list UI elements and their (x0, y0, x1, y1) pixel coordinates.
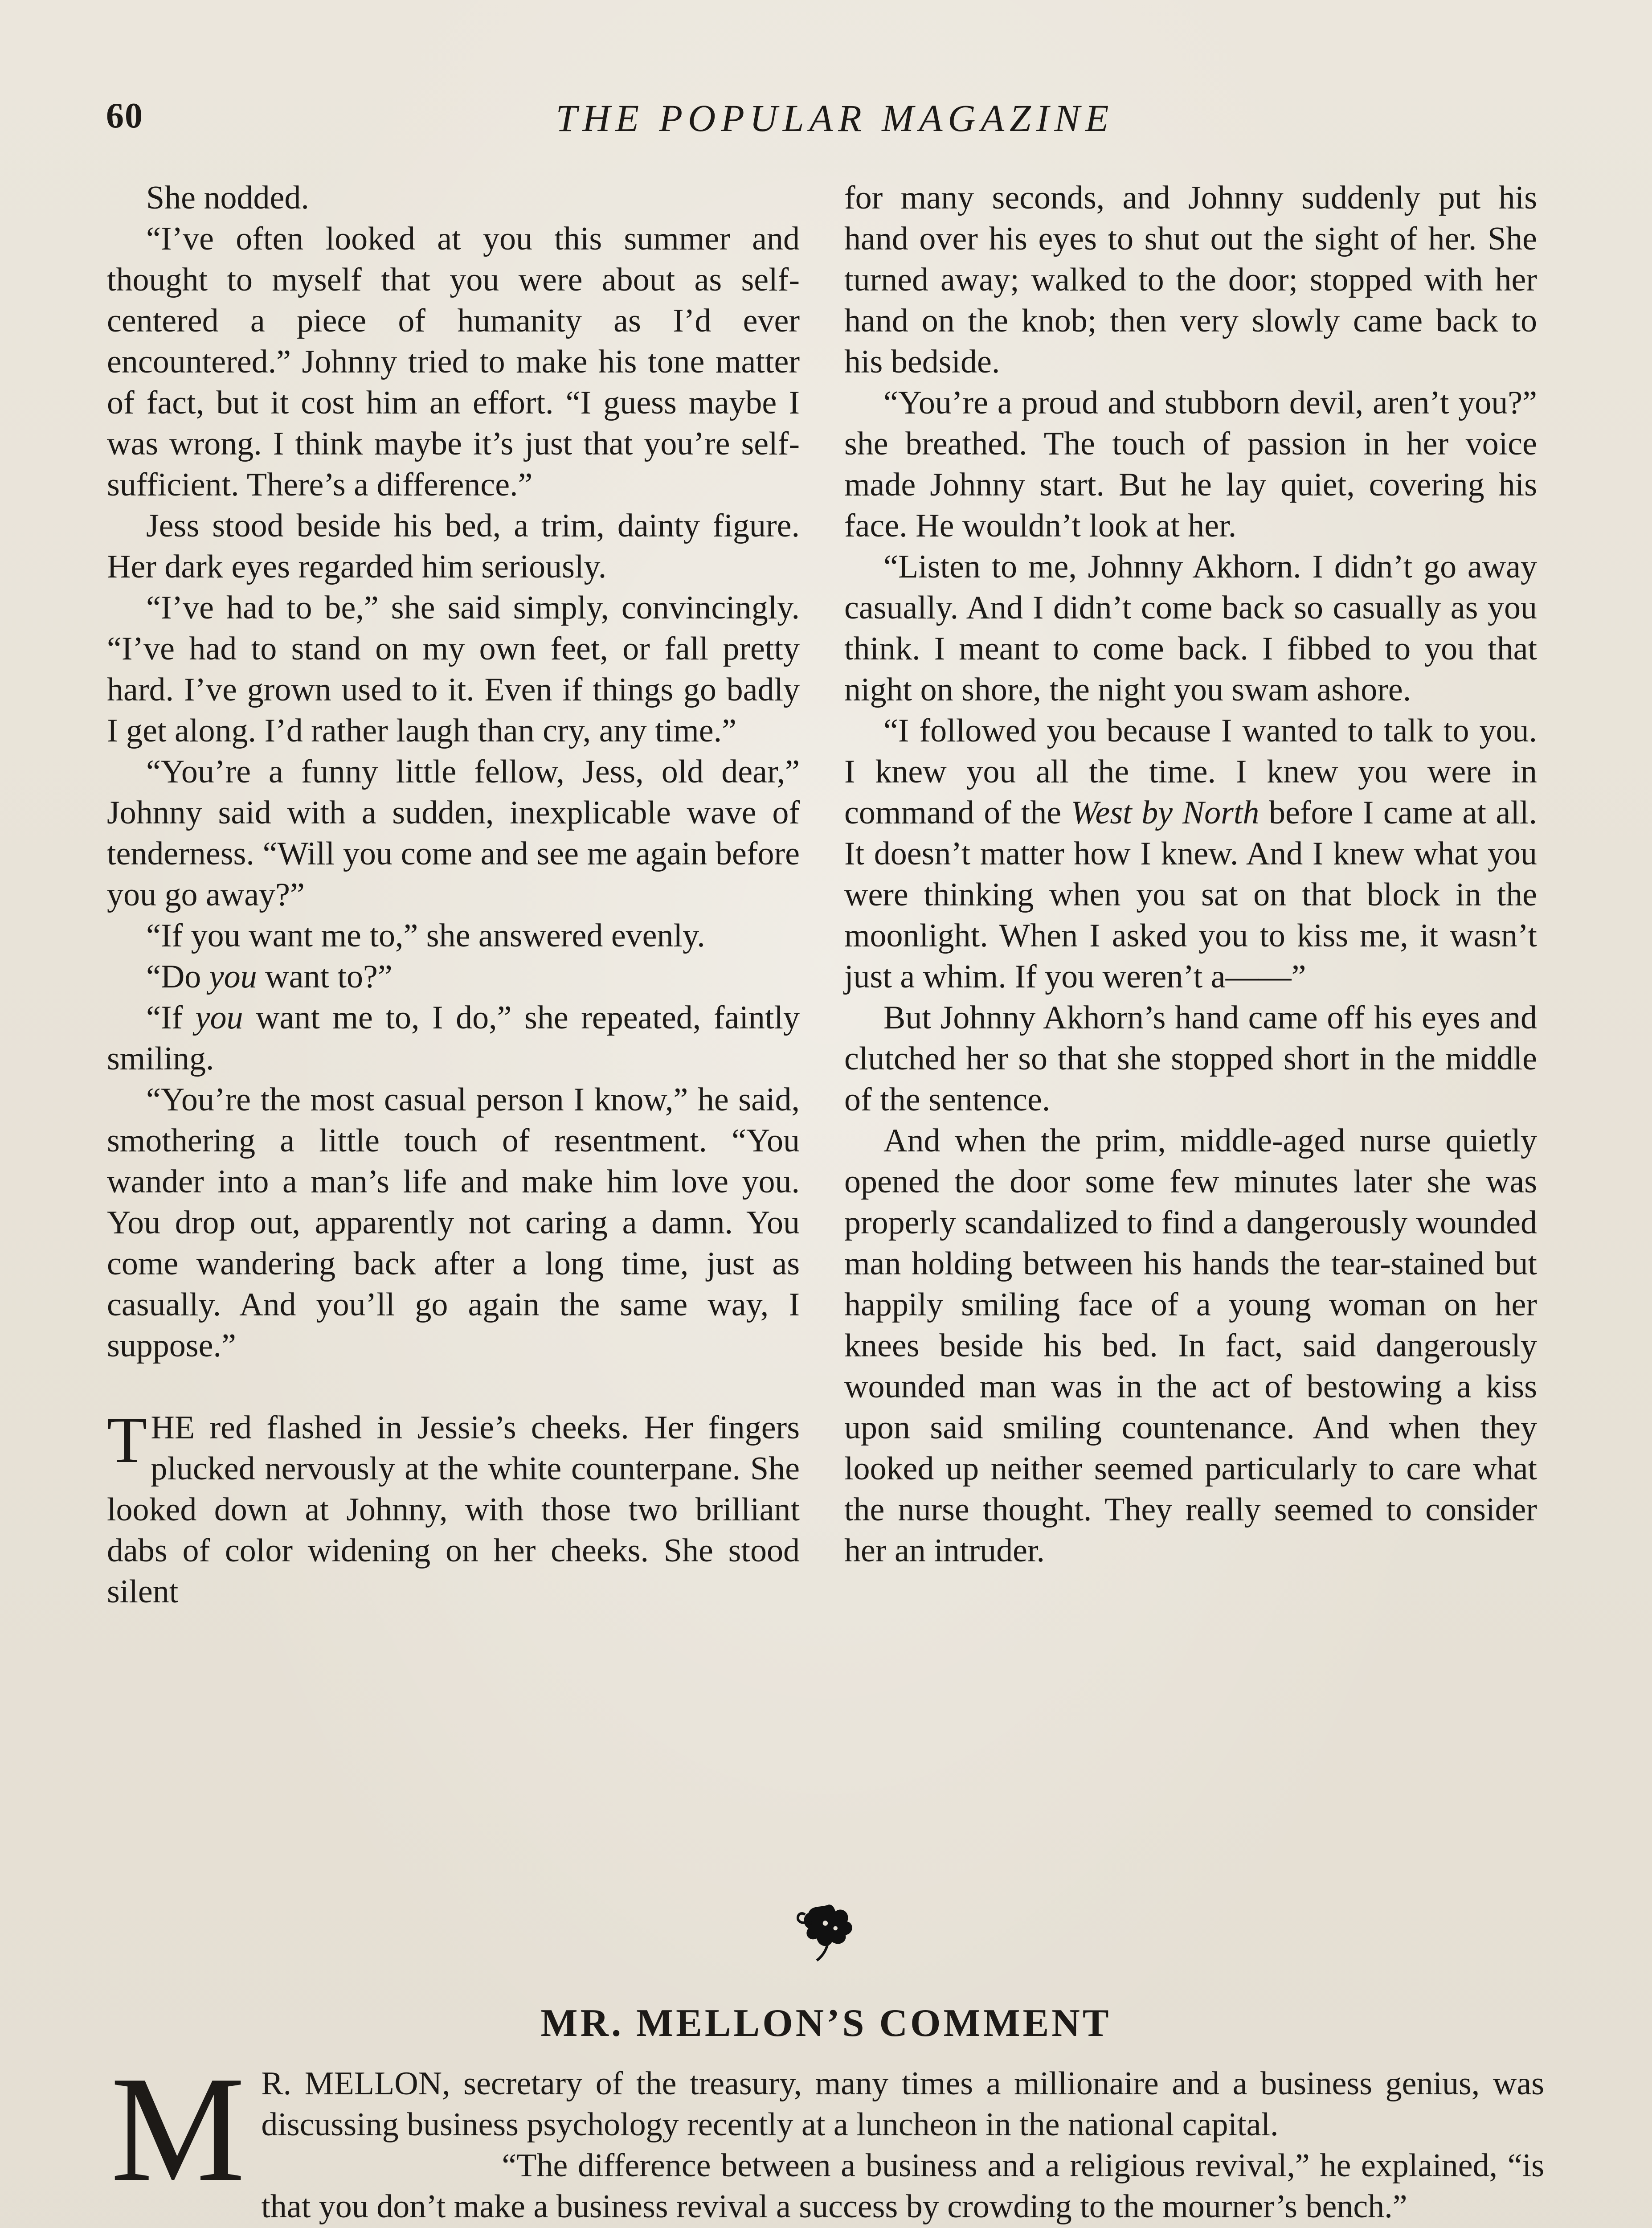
paragraph: “If you want me to,” she answered evenly. (146, 917, 705, 954)
paragraph: “I followed you because I wanted to talk to you. I knew you all the time. I knew you were in command of the West by North before I came at all. It doesn’t matter how I knew. And I knew what you were thinking when you sat on that block in the moonlight. When I asked you to kiss me, it wasn’t just a whim. If you weren’t a——” (844, 713, 1537, 995)
paragraph: “You’re the most casual person I know,” he said, smothering a little touch of resentment. “You wander into a man’s life and make him love you. You drop out, apparently not caring a damn. You come wandering back after a long time, just as casually. And you’ll go again the same way, I suppose.” (107, 1081, 800, 1364)
running-head: THE POPULAR MAGAZINE (556, 97, 1114, 139)
paragraph: for many seconds, and Johnny suddenly put his hand over his eyes to shut out the sight of her. She turned away; walked to the door; stopped with her hand on the knob; then very slowly came back to his bedside. (844, 180, 1537, 380)
paragraph: “I’ve often looked at you this summer and thought to myself that you were about as self-centered a piece of humanity as I’d ever encountered.” Johnny tried to make his tone matter of fact, but it cost him an effort. “I guess maybe I was wrong. I think maybe it’s just that you’re self-sufficient. There’s a difference.” (107, 221, 800, 503)
section-break (107, 1366, 800, 1407)
page-number: 60 (106, 96, 143, 135)
left-column (107, 177, 800, 1612)
paragraph: “I’ve had to be,” she said simply, convincingly. “I’ve had to stand on my own feet, or fall pretty hard. I’ve grown used to it. Even if things go badly I get along. I’d rather laugh than cry, any time.” (107, 590, 800, 749)
paragraph: “You’re a proud and stubborn devil, aren’t you?” she breathed. The touch of passion in her voice made Johnny start. But he lay quiet, covering his face. He wouldn’t look at her. (844, 385, 1537, 544)
right-column (844, 177, 1537, 1571)
section-opening-paragraph: THE red flashed in Jessie’s cheeks. Her fingers plucked nervously at the white counterpane. She looked down at Johnny, with those two brilliant dabs of color widening on her cheeks. She stood silent (107, 1404, 800, 1610)
paragraph: “Do you want to?” (146, 958, 393, 995)
paragraph: “Listen to me, Johnny Akhorn. I didn’t go away casually. And I didn’t come back so casually as you think. I meant to come back. I fibbed to you that night on shore, the night you swam ashore. (844, 549, 1537, 708)
leaf-ornament-icon (786, 1889, 871, 1974)
article-quote: “The difference between a business and a religious revival,” he explained, “is that you don’t make a business revival a success by crowding to the mourner’s bench.” (261, 2147, 1544, 2225)
paragraph: She nodded. (146, 180, 309, 216)
paragraph: “If you want me to, I do,” she repeated, faintly smiling. (107, 999, 800, 1077)
paragraph: And when the prim, middle-aged nurse quietly opened the door some few minutes later she was properly scandalized to find a dangerously wounded man holding between his hands the tear-stained but happily smiling face of a young woman on her knees beside his bed. In fact, said dangerously wounded man was in the act of bestowing a kiss upon said smiling countenance. And when they looked up neither seemed particularly to care what the nurse thought. They really seemed to consider her an intruder. (844, 1122, 1537, 1569)
paragraph: But Johnny Akhorn’s hand came off his eyes and clutched her so that she stopped short in the middle of the sentence. (844, 999, 1537, 1118)
article-lead: M R. MELLON, secretary of the treasury, many times a millionaire and a business genius, was discussing business psychology recently at a luncheon in the national capital. (110, 2045, 1544, 2213)
article-body (110, 2045, 1544, 2227)
paragraph: Jess stood beside his bed, a trim, dainty figure. Her dark eyes regarded him seriously. (107, 508, 800, 585)
drop-cap: T (107, 1404, 147, 1477)
ship-name: West by North (1071, 795, 1259, 831)
drop-cap: M (110, 2045, 245, 2213)
paragraph: “You’re a funny little fellow, Jess, old dear,” Johnny said with a sudden, inexplicable wave of tenderness. “Will you come and see me again before you go away?” (107, 754, 800, 913)
article-title: MR. MELLON’S COMMENT (540, 2002, 1112, 2045)
